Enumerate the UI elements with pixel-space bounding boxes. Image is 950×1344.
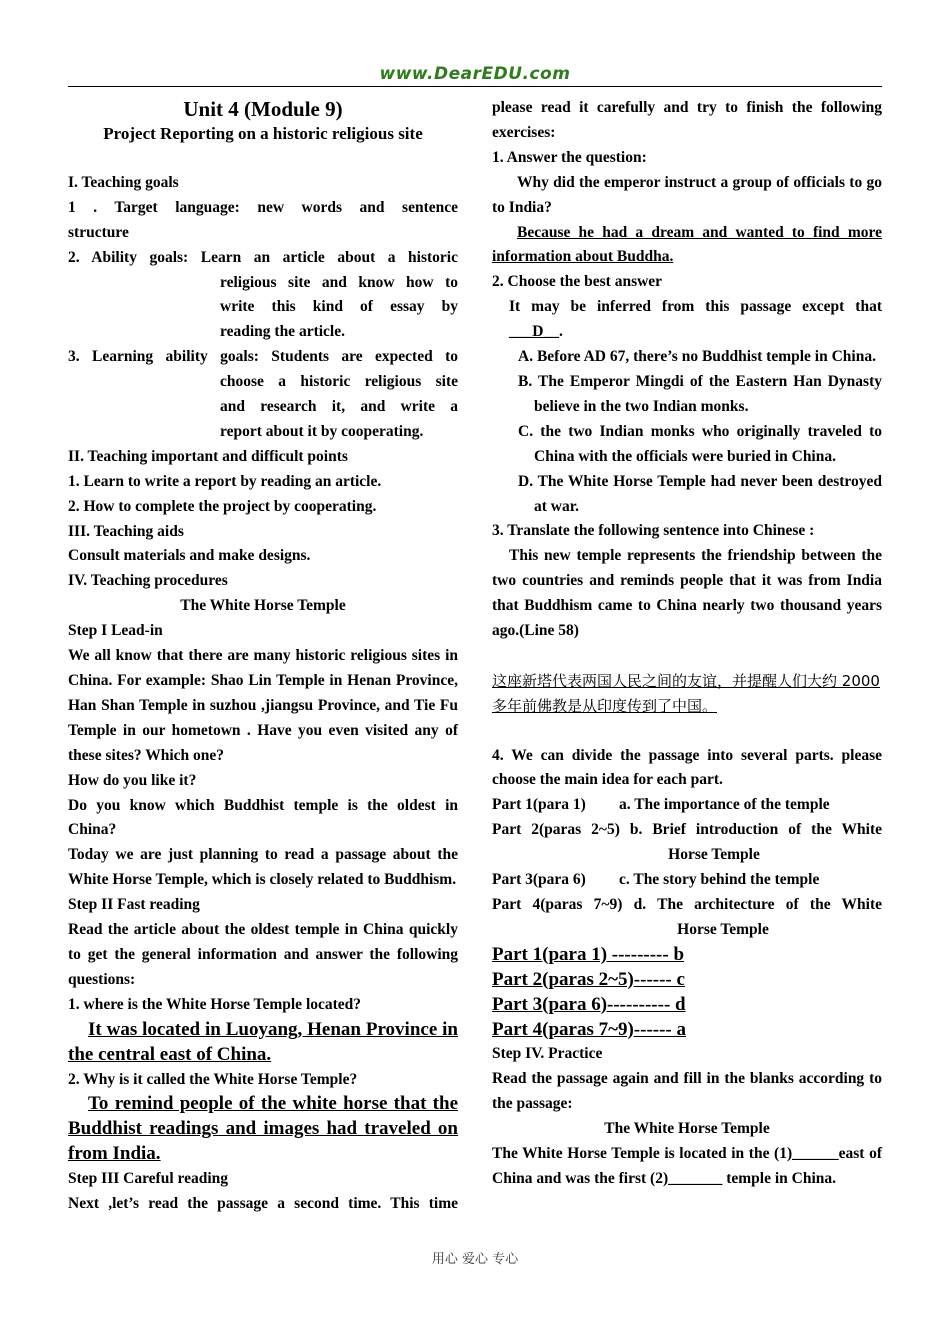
step-1-heading: Step I Lead-in [68,622,163,640]
part-answer-1: Part 1(para 1) --------- b [492,943,685,965]
fast-question-1: 1. where is the White Horse Temple located? [68,995,362,1013]
continued-text: please read it carefully and try to finish the following exercises: [492,99,882,141]
fast-question-2: 2. Why is it called the White Horse Temple? [68,1070,358,1088]
option-a: A. Before AD 67, there’s no Buddhist temple in China. [518,348,876,366]
part-answer-2: Part 2(paras 2~5)------ c [492,968,685,990]
option-d: D. The White Horse Temple had never been destroyed at war. [518,472,882,515]
leadin-text: We all know that there are many historic religious sites in China. For example: Shao Lin Temple in Henan Province, Han Shan Temple in suzhou ,jiangsu Province, and Tie Fu Temple in our hometown . Have you even visited any of these sites? Which one? [68,647,458,764]
site-logo: www.DearEDU.com [379,64,571,84]
step-2-heading: Step II Fast reading [68,896,200,914]
step-4-heading: Step IV. Practice [492,1045,603,1063]
goal-1-line-b: structure [68,223,129,241]
left-column [68,96,458,1217]
question-1: Why did the emperor instruct a group of officials to go to India? [492,173,882,216]
question-1-heading: 1. Answer the question: [492,148,647,166]
fill-blanks-text: The White Horse Temple is located in the (1)______east of China and was the first (2)_______ temple in China. [492,1145,882,1187]
goal-3-line-b: choose a historic religious site [220,373,458,391]
question-2-heading: 2. Choose the best answer [492,273,663,291]
careful-reading-text: Next ,let’s read the passage a second time. This time [68,1195,458,1213]
goal-2-line-d: reading the article. [220,323,345,341]
goal-2-line-c: write this kind of essay by [220,298,458,316]
part-answer-4: Part 4(paras 7~9)------ a [492,1018,687,1040]
part-answer-3: Part 3(para 6)---------- d [492,993,686,1015]
practice-title: The White Horse Temple [604,1120,770,1138]
part-4-row: Part 4(paras 7~9) d. The architecture of the White [492,895,883,913]
fast-answer-1: It was located in Luoyang, Henan Province in the central east of China. [68,1018,458,1065]
today-text: Today we are just planning to read a passage about the White Horse Temple, which is closely related to Buddhism. [68,846,458,889]
unit-title: Unit 4 (Module 9) [183,97,343,121]
goal-3-line-a: 3. Learning ability goals: Students are expected to [68,348,458,366]
practice-text: Read the passage again and fill in the blanks according to the passage: [492,1070,882,1113]
question-3: This new temple represents the friendship between the two countries and reminds people that it was from India that Buddhism came to China nearly two thousand years ago.(Line 58) [492,547,882,640]
project-subtitle: Project Reporting on a historic religious site [103,124,423,143]
page-header [68,60,882,88]
goal-2-line-b: religious site and know how to [220,273,458,291]
aids-heading: III. Teaching aids [68,522,184,540]
part-3-row: Part 3(para 6) c. The story behind the temple [492,871,820,889]
fast-answer-2: To remind people of the white horse that the Buddhist readings and images had traveled on from India. [68,1093,458,1165]
fast-reading-text: Read the article about the oldest temple in China quickly to get the general information and answer the following questions: [68,921,458,988]
aids-text: Consult materials and make designs. [68,547,311,565]
question-3-heading: 3. Translate the following sentence into Chinese : [492,522,815,540]
part-1-row: Part 1(para 1) a. The importance of the temple [492,796,830,814]
point-1: 1. Learn to write a report by reading an article. [68,472,382,490]
page-footer: 用心 爱心 专心 [431,1252,519,1267]
procedures-heading: IV. Teaching procedures [68,572,228,590]
right-column [492,96,882,1192]
goals-heading: I. Teaching goals [68,173,179,191]
question-oldest: Do you know which Buddhist temple is the oldest in China? [68,796,458,839]
question-2: It may be inferred from this passage except that [509,298,882,316]
answer-2: ___D__. [509,323,563,341]
question-like: How do you like it? [68,771,197,789]
answer-3-chinese: 这座新塔代表两国人民之间的友谊，并提醒人们大约 2000 多年前佛教是从印度传到了中国。 [492,671,880,715]
answer-1: Because he had a dream and wanted to find more information about Buddha. [492,223,882,266]
option-c: C. the two Indian monks who originally traveled to China with the officials were buried in China. [518,422,882,465]
part-2-row: Part 2(paras 2~5) b. Brief introduction of the White [492,821,882,839]
step-3-heading: Step III Careful reading [68,1170,229,1188]
goal-3-line-d: report about it by cooperating. [220,422,424,440]
goal-3-line-c: and research it, and write a [220,398,458,416]
goal-1-line-a: 1 . Target language: new words and sentence [68,198,458,216]
part-2-row-cont: Horse Temple [668,846,760,864]
goal-2-line-a: 2. Ability goals: Learn an article about a historic [68,248,458,266]
question-4: 4. We can divide the passage into several parts. please choose the main idea for each part. [492,746,882,789]
point-2: 2. How to complete the project by cooperating. [68,497,377,515]
part-4-row-cont: Horse Temple [677,920,769,938]
procedures-title: The White Horse Temple [180,597,346,615]
option-b: B. The Emperor Mingdi of the Eastern Han Dynasty believe in the two Indian monks. [518,372,882,415]
points-heading: II. Teaching important and difficult points [68,447,348,465]
header-rule [68,86,882,87]
